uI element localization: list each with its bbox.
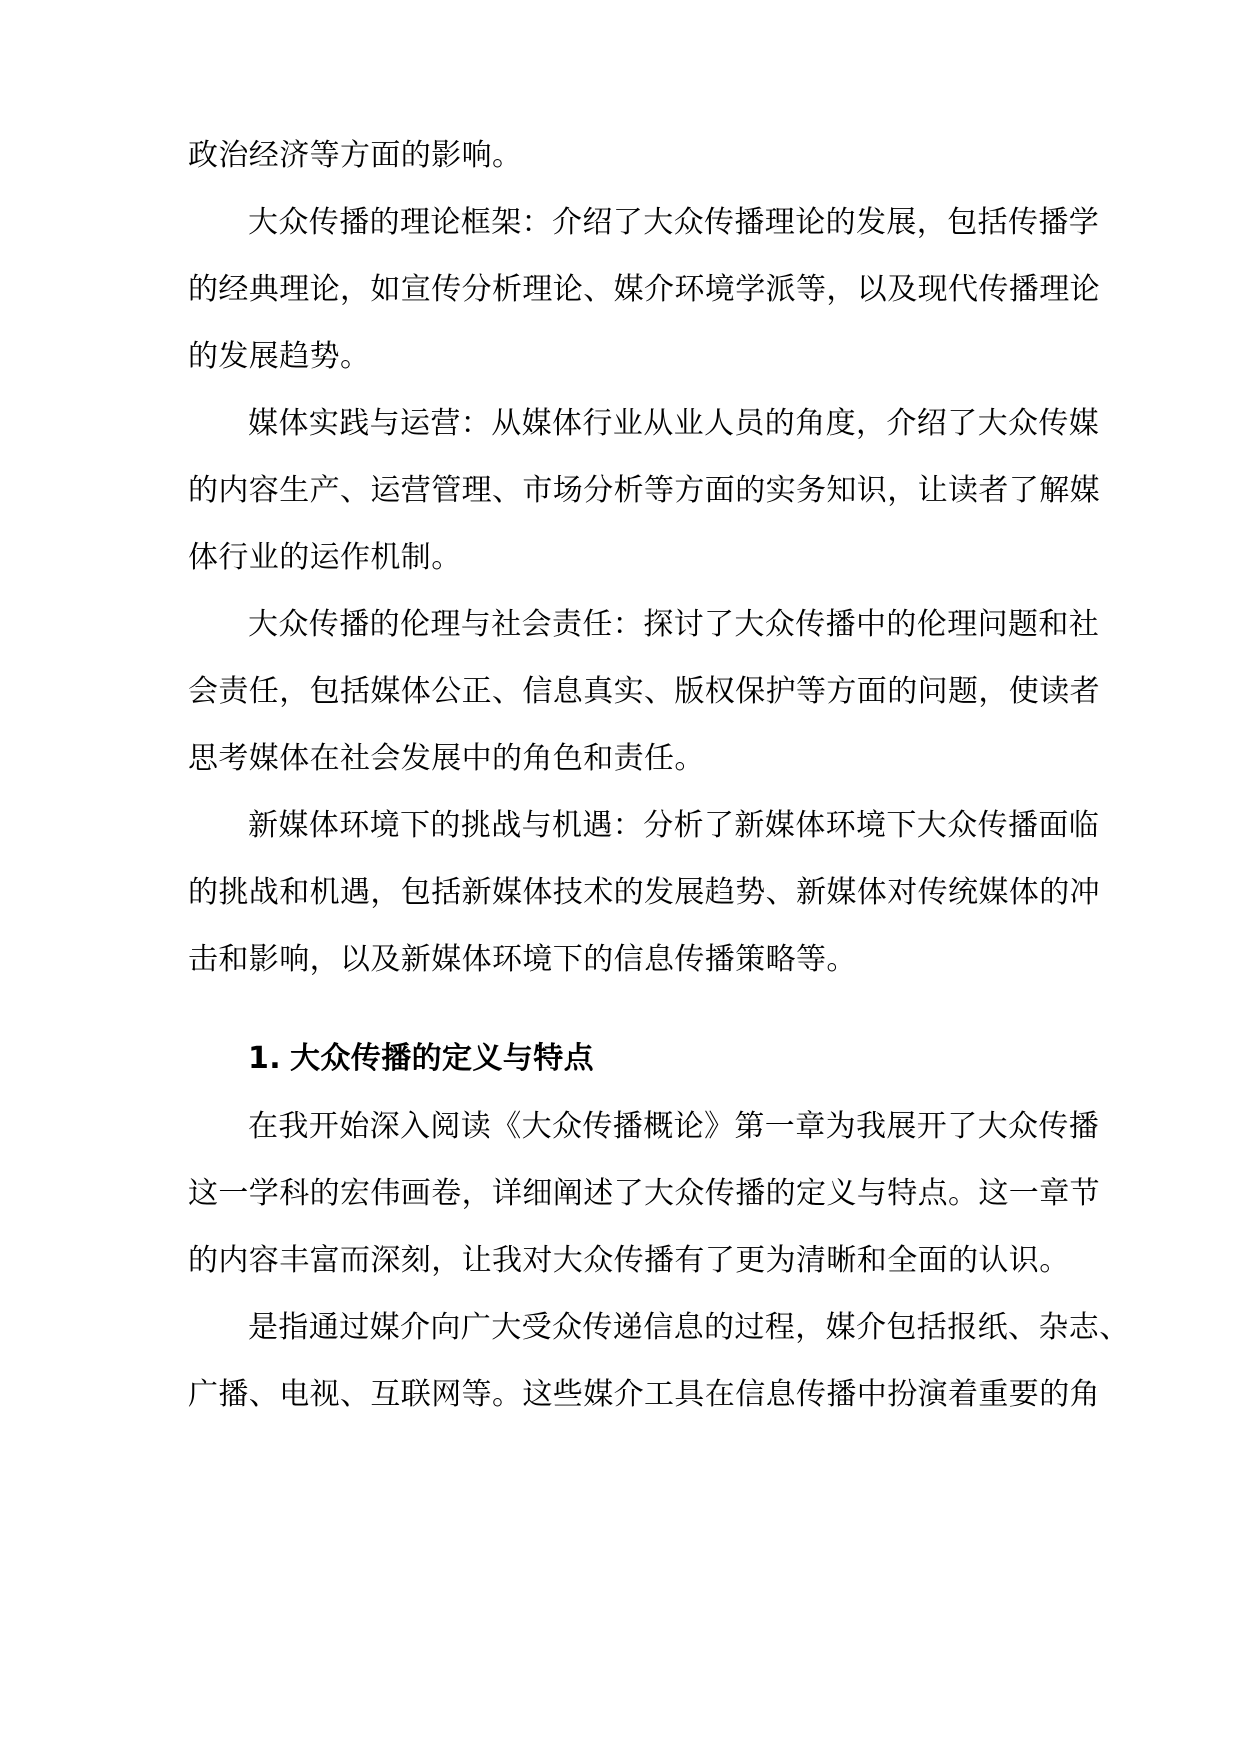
text-line: 体行业的运作机制。 (188, 540, 462, 575)
text-line: 的经典理论，如宣传分析理论、媒介环境学派等，以及现代传播理论 (188, 272, 1100, 307)
section-number: 1. (248, 1041, 282, 1076)
text-line: 的内容丰富而深刻，让我对大众传播有了更为清晰和全面的认识。 (188, 1243, 1070, 1278)
text-line: 会责任，包括媒体公正、信息真实、版权保护等方面的问题，使读者 (188, 674, 1100, 709)
section-title: 大众传播的定义与特点 (290, 1041, 594, 1076)
text-line: 的内容生产、运营管理、市场分析等方面的实务知识，让读者了解媒 (188, 473, 1100, 508)
text-line: 政治经济等方面的影响。 (188, 138, 523, 173)
text-line: 广播、电视、互联网等。这些媒介工具在信息传播中扮演着重要的角 (188, 1377, 1100, 1412)
text-line: 的发展趋势。 (188, 339, 371, 374)
text-line: 媒体实践与运营：从媒体行业从业人员的角度，介绍了大众传媒 (248, 406, 1100, 441)
text-line: 击和影响，以及新媒体环境下的信息传播策略等。 (188, 942, 857, 977)
text-line: 大众传播的理论框架：介绍了大众传播理论的发展，包括传播学 (248, 205, 1100, 240)
section-heading (248, 1039, 594, 1079)
text-line: 在我开始深入阅读《大众传播概论》第一章为我展开了大众传播 (248, 1109, 1100, 1144)
text-line: 这一学科的宏伟画卷，详细阐述了大众传播的定义与特点。这一章节 (188, 1176, 1100, 1211)
text-line: 思考媒体在社会发展中的角色和责任。 (188, 741, 705, 776)
text-line: 新媒体环境下的挑战与机遇：分析了新媒体环境下大众传播面临 (248, 808, 1100, 843)
text-line: 大众传播的伦理与社会责任：探讨了大众传播中的伦理问题和社 (248, 607, 1100, 642)
text-line: 的挑战和机遇，包括新媒体技术的发展趋势、新媒体对传统媒体的冲 (188, 875, 1100, 910)
text-line: 是指通过媒介向广大受众传递信息的过程，媒介包括报纸、杂志、 (248, 1310, 1130, 1345)
